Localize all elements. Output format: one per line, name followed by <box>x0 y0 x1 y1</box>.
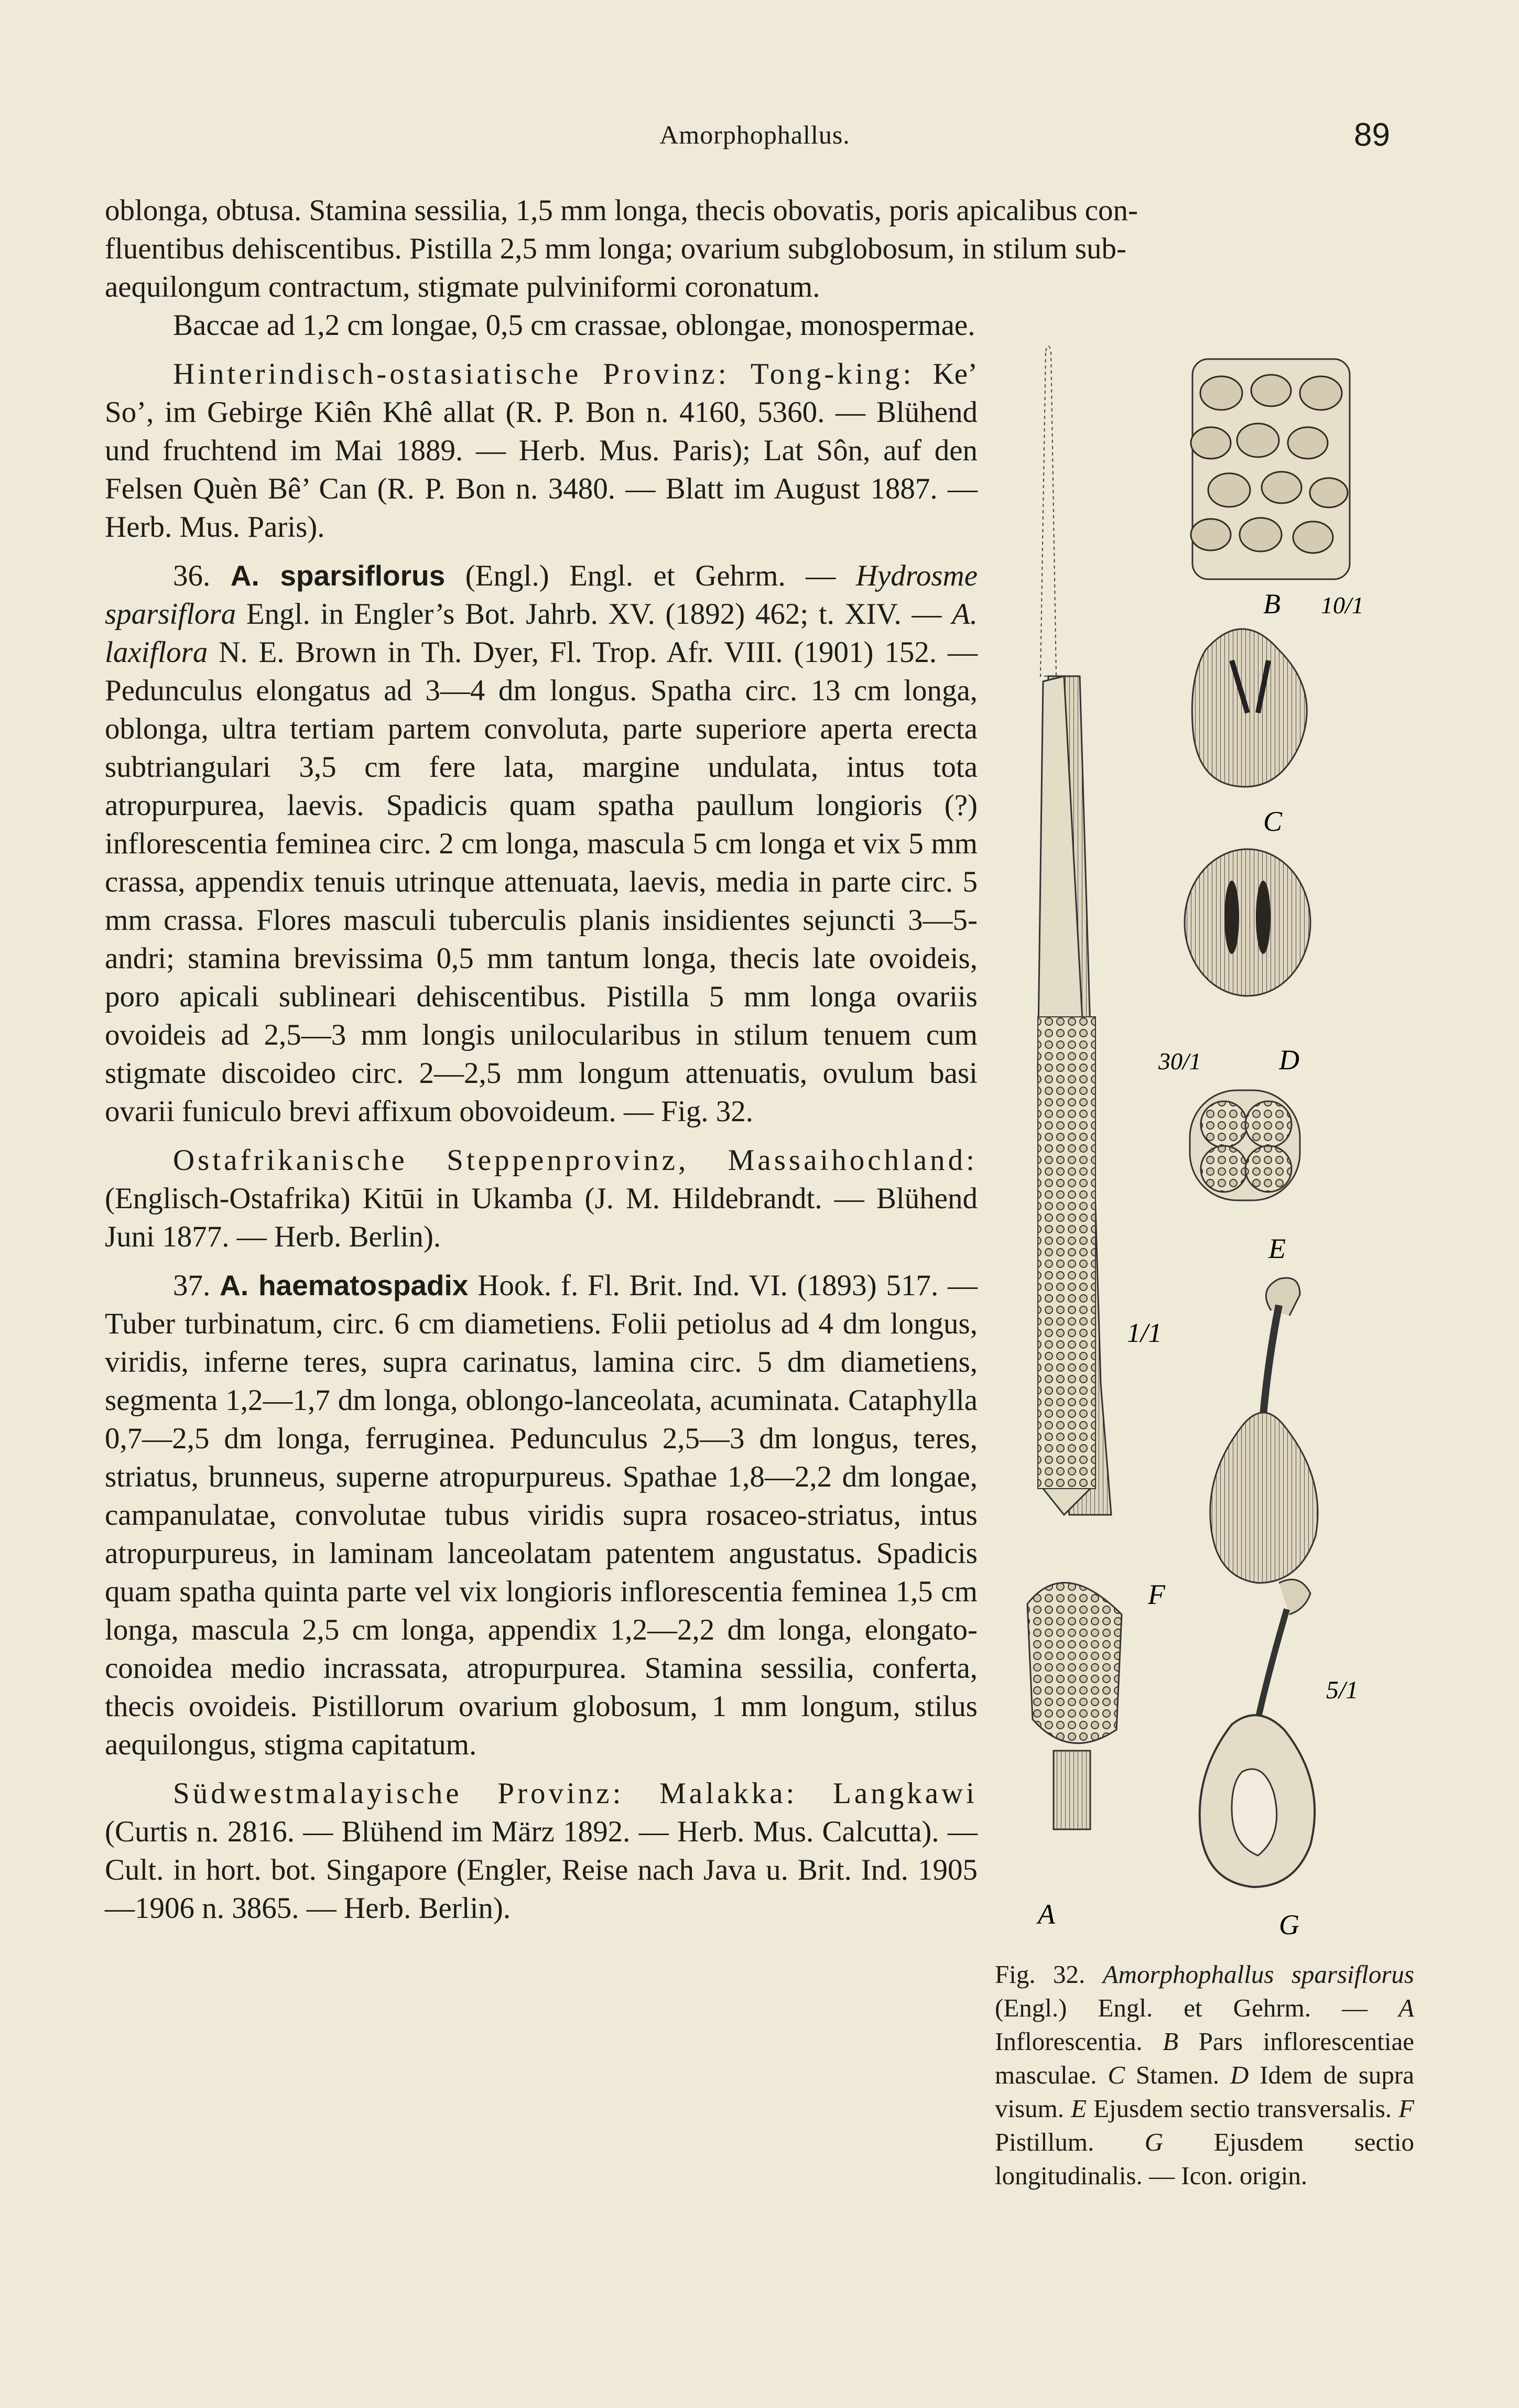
label-f: F <box>1148 1579 1165 1610</box>
pistil-drawing-f <box>1147 1278 1318 1610</box>
distribution-text: (Englisch-Ostafrika) Kitūi in Ukamba (J. M. Hildebrandt. — Blühend Juni 1877. — Herb. Berlin). <box>105 1182 978 1253</box>
label-e: E <box>1268 1233 1286 1264</box>
label-c: C <box>1263 806 1283 837</box>
caption-part: Ejusdem sectio transversalis. <box>1093 2094 1392 2123</box>
label-d: D <box>1279 1044 1299 1076</box>
scale-label-b: 10/1 <box>1321 592 1364 619</box>
distribution-region: Südwestmalayische Provinz: Malakka: Langkawi <box>173 1777 978 1810</box>
text-line: fluentibus dehiscentibus. Pistilla 2,5 mm longa; ovarium subglobosum, in stilum sub- <box>105 232 1127 265</box>
spadix-drawing-a <box>1027 346 1122 1829</box>
caption-letter: A <box>1398 1993 1414 2022</box>
top-paragraph <box>105 191 1405 306</box>
main-text-column <box>105 306 978 1927</box>
scale-label-cd: 30/1 <box>1158 1048 1201 1075</box>
synonym-reference: Engl. in Engler’s Bot. Jahrb. XV. (1892) 462; t. XIV. — <box>246 598 942 631</box>
stamen-top-view-drawing-d <box>1158 849 1310 1076</box>
species-number: 37. <box>173 1269 211 1302</box>
caption-part: Idem de supra visum. <box>995 2060 1414 2123</box>
page-header <box>105 117 1405 156</box>
scale-label-fg: 5/1 <box>1326 1676 1359 1704</box>
caption-part: Pistillum. <box>995 2128 1094 2156</box>
figure-caption <box>995 1958 1414 2193</box>
cross-section-drawing-e <box>1190 1090 1300 1264</box>
caption-letter: F <box>1398 2094 1415 2123</box>
caption-part: Inflorescentia. <box>995 2027 1143 2056</box>
caption-letter: E <box>1071 2094 1087 2123</box>
caption-letter: D <box>1230 2060 1249 2089</box>
synonym-name: A. laxiflora <box>105 598 978 669</box>
distribution-text: (Curtis n. 2816. — Blühend im März 1892. — Herb. Mus. Calcutta). — Cult. in hort. bot. Singapore (Engler, Reise nach Java u. Brit. Ind. 1905—1906 n. 3865. — Herb. Berlin). <box>105 1815 978 1925</box>
caption-part: Ejusdem sectio longitudinalis. <box>995 2128 1415 2190</box>
species-name: A. sparsiflorus <box>230 559 446 592</box>
caption-letter: B <box>1163 2027 1179 2056</box>
caption-letter: G <box>1144 2128 1164 2156</box>
distribution-37 <box>105 1774 978 1927</box>
distribution-36 <box>105 1141 978 1256</box>
running-title: Amorphophallus. <box>659 120 850 149</box>
species-name: A. haematospadix <box>220 1269 469 1301</box>
caption-text: Fig. 32. Amorphophallus sparsiflorus (Engl.) Engl. et Gehrm. — A Inflorescentia. B Pars inflorescentiae masculae. C Stamen. D Idem de supra visum. E Ejusdem sectio transversalis. F Pistillum. G Ejusdem sectio longitudinalis. — Icon. origin. <box>995 1960 1415 2190</box>
caption-species: Amorphophallus sparsiflorus <box>1102 1960 1415 1989</box>
caption-ending: — Icon. origin. <box>1149 2161 1308 2190</box>
label-g: G <box>1279 1909 1299 1940</box>
synonym-reference: N. E. Brown in Th. Dyer, Fl. Trop. Afr. VIII. (1901) 152. — <box>219 636 978 669</box>
distribution-region: Ostafrikanische Steppenprovinz, Massaihochland: <box>173 1144 978 1177</box>
scale-label-a: 1/1 <box>1127 1318 1162 1348</box>
figure-32 <box>985 335 1420 1960</box>
species-number: 36. <box>173 559 211 592</box>
distribution-35 <box>105 355 978 546</box>
species-36-entry <box>105 557 978 1131</box>
distribution-text: Ke’ So’, im Gebirge Kiên Khê allat (R. P. Bon n. 4160, 5360. — Blühend und fruchtend im Mai 1889. — Herb. Mus. Paris); Lat Sôn, auf den Felsen Quèn Bê’ Can (R. P. Bon n. 3480. — Blatt im August 1887. — Herb. Mus. Paris). <box>105 357 978 544</box>
species-author: Hook. f. Fl. Brit. Ind. VI. (1893) 517. — <box>478 1269 978 1302</box>
stamen-drawing-c <box>1192 629 1307 837</box>
caption-author: (Engl.) Engl. et Gehrm. <box>995 1993 1311 2022</box>
synonym-name: Hydrosme sparsiflora <box>105 559 978 631</box>
figure-illustration <box>985 335 1420 1960</box>
caption-part: Pars inflorescentiae masculae. <box>995 2027 1415 2089</box>
text-line: oblonga, obtusa. Stamina sessilia, 1,5 mm longa, thecis obovatis, poris apicalibus con- <box>105 194 1138 227</box>
caption-part: Stamen. <box>1135 2060 1220 2089</box>
species-37-entry <box>105 1266 978 1764</box>
caption-fig-number: Fig. 32. <box>995 1960 1086 1989</box>
species-author: (Engl.) Engl. et Gehrm. — <box>465 559 836 592</box>
species-description: Pedunculus elongatus ad 3—4 dm longus. Spatha circ. 13 cm longa, oblonga, ultra tertiam partem convoluta, parte superiore aperta erecta subtriangulari 3,5 cm fere lata, margine undulata, intus tota atropurpurea, laevis. Spadicis quam spatha paullum longioris (?) inflorescentia feminea circ. 2 cm longa, mascula 5 cm longa et vix 5 mm crassa, appendix tenuis utrinque attenuata, laevis, media in parte circ. 5 mm crassa. Flores masculi tuberculis planis insidientes sejuncti 3—5-andri; stamina brevissima 0,5 mm tantum longa, thecis late ovoideis, poro apicali sublineari dehiscentibus. Pistilla 5 mm longa ovariis ovoideis ad 2,5—3 mm longis unilocularibus in stilum tenuem cum stigmate discoideo circ. 2—2,5 mm longum attenuatis, ovulum basi ovarii funiculo brevi affixum obovoideum. — Fig. 32. <box>105 674 978 1128</box>
pistil-section-drawing-g <box>1200 1579 1359 1940</box>
male-inflorescence-drawing-b <box>1191 359 1364 620</box>
baccae-paragraph: Baccae ad 1,2 cm longae, 0,5 cm crassae, oblongae, monospermae. <box>173 309 975 342</box>
text-line: aequilongum contractum, stigmate pulviniformi coronatum. <box>105 270 820 303</box>
distribution-region: Hinterindisch-ostasiatische Provinz: Tong-king: <box>173 357 915 391</box>
species-description: Tuber turbinatum, circ. 6 cm diametiens. Folii petiolus ad 4 dm longus, viridis, inferne teres, supra carinatus, lamina circ. 5 dm diametiens, segmenta 1,2—1,7 dm longa, oblongo-lanceolata, acuminata. Cataphylla 0,7—2,5 dm longa, ferruginea. Pedunculus 2,5—3 dm longus, teres, striatus, brunneus, superne atropurpureus. Spathae 1,8—2,2 dm longae, campanulatae, convolutae tubus viridis supra rosaceo-striatus, intus atropurpureus, in laminam lanceolatam patentem angustatus. Spadicis quam spatha quinta parte vel vix longioris inflorescentia feminea 1,5 cm longa, mascula 2,5 cm longa, appendix 1,2—2,2 dm longa, elongato-conoidea medio incrassata, atropurpurea. Stamina sessilia, conferta, thecis ovoideis. Pistillorum ovarium globosum, 1 mm longum, stilus aequilongus, stigma capitatum. <box>105 1307 978 1761</box>
page-number: 89 <box>1354 117 1390 153</box>
label-b: B <box>1263 588 1281 620</box>
label-a: A <box>1038 1899 1055 1930</box>
caption-letter: C <box>1108 2060 1125 2089</box>
